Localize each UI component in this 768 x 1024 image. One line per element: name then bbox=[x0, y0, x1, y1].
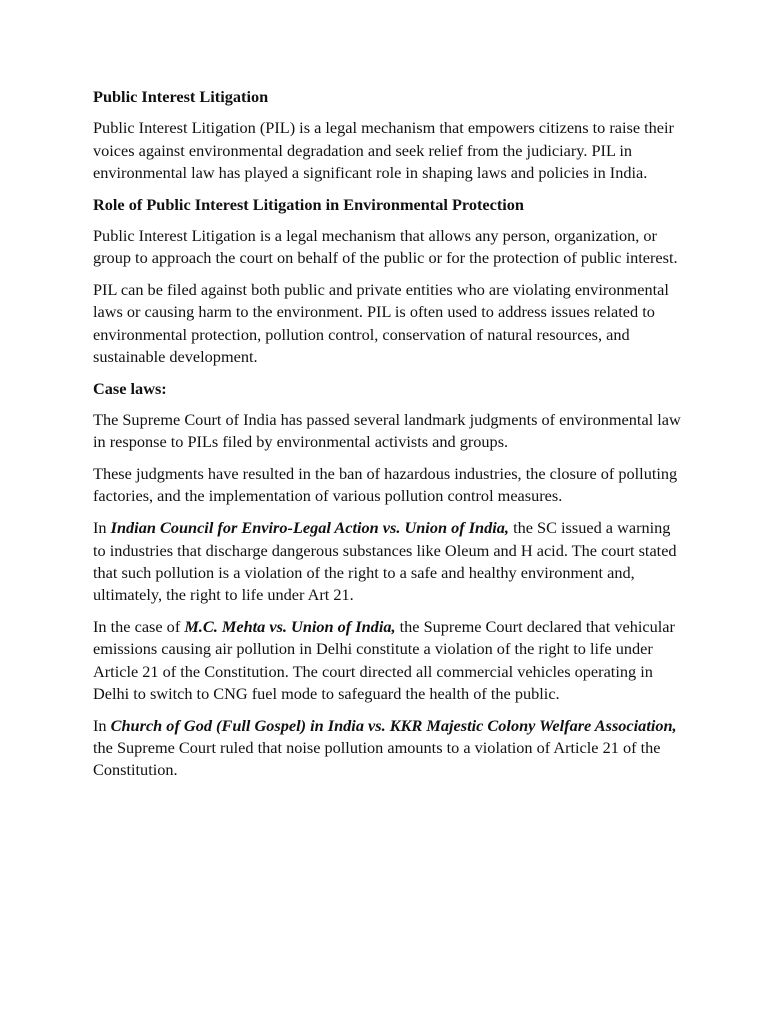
paragraph-pil-intro: Public Interest Litigation (PIL) is a legal mechanism that empowers citizens to raise their voices against environmental degradation and seek relief from the judiciary. PIL in environmental law has played a significant role in shaping laws and policies in India. bbox=[93, 118, 674, 182]
case-prefix: In bbox=[93, 715, 111, 735]
case-prefix: In the case of bbox=[93, 616, 185, 636]
case-text: the Supreme Court declared that vehicular emissions causing air pollution in Delhi constitute a violation of the right to life under Article 21 of the Constitution. The court directed all commercial vehicles operating in Delhi to switch to CNG fuel mode to safeguard the health of the public. bbox=[93, 616, 675, 703]
case-name: Indian Council for Enviro-Legal Action vs. Union of India, bbox=[110, 518, 509, 538]
case-prefix: In bbox=[93, 518, 111, 538]
case-name: Church of God (Full Gospel) in India vs. KKR Majestic Colony Welfare Association, bbox=[110, 715, 677, 735]
case-text: the SC issued a warning to industries that discharge dangerous substances like Oleum and H acid. The court stated that such pollution is a violation of the right to a safe and healthy environment and, ultimately, the right to life under Art 21. bbox=[93, 518, 677, 605]
case-text: the Supreme Court ruled that noise pollution amounts to a violation of Article 21 of the Constitution. bbox=[93, 737, 661, 780]
paragraph-pil-mechanism: Public Interest Litigation is a legal mechanism that allows any person, organization, or group to approach the court on behalf of the public or for the protection of public interest. bbox=[93, 225, 678, 268]
case-name: M.C. Mehta vs. Union of India, bbox=[184, 616, 396, 636]
heading-role-of-pil: Role of Public Interest Litigation in Environmental Protection bbox=[93, 194, 524, 214]
paragraph-case-mc-mehta bbox=[93, 616, 683, 705]
heading-case-laws: Case laws: bbox=[93, 378, 167, 398]
paragraph-pil-filing: PIL can be filed against both public and private entities who are violating environmental laws or causing harm to the environment. PIL is often used to address issues related to environmental protection, pollution control, conservation of natural resources, and sustainable development. bbox=[93, 280, 669, 366]
document-page bbox=[93, 86, 683, 791]
paragraph-case-church-of-god bbox=[93, 715, 683, 782]
paragraph-case-enviro-legal bbox=[93, 517, 683, 606]
paragraph-judgments-result: These judgments have resulted in the ban of hazardous industries, the closure of polluting factories, and the implementation of various pollution control measures. bbox=[93, 464, 678, 506]
heading-public-interest-litigation: Public Interest Litigation bbox=[93, 87, 269, 106]
paragraph-supreme-court: The Supreme Court of India has passed several landmark judgments of environmental law in response to PILs filed by environmental activists and groups. bbox=[93, 410, 681, 452]
